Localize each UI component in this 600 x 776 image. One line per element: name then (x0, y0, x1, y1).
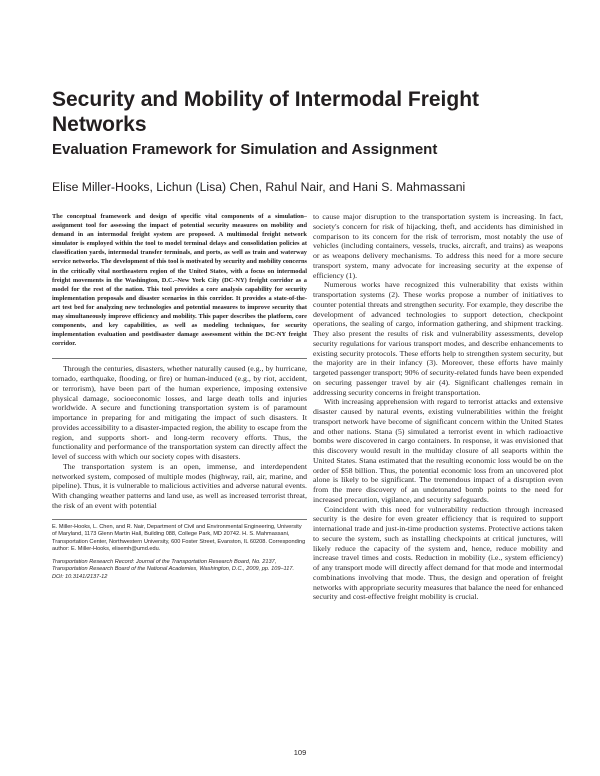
footnote-divider (52, 519, 307, 520)
body-paragraph: With increasing apprehension with regard to terrorist attacks and extensive disaster caused by natural events, existing vulnerabilities within the freight transport network have become of significant concern within the United States and other nations. Stana (5) simulated a terrorist event in which radioactive bombs were discovered in cargo containers. In response, it was envisioned that this discovery would result in the multiday closure of all seaports within the United States. Stana estimated that the resulting economic loss would be on the order of $58 billion. Thus, the potential economic loss from an uncovered plot alone is likely to be significant. The tremendous impact of a disruption even from the mere discovery of an undetonated bomb points to the need for increased precaution, vigilance, and security safeguards. (313, 397, 563, 504)
page-number: 109 (293, 748, 307, 757)
author-list: Elise Miller-Hooks, Lichun (Lisa) Chen, Rahul Nair, and Hani S. Mahmassani (52, 180, 466, 194)
abstract: The conceptual framework and design of specific vital components of a simulation–assignment tool for assessing the impact of potential security measures on mobility and demand in an intermodal freight system are proposed. A multimodal freight network simulator is employed within the tool to model terminal delays and consolidation policies at classification yards, intermodal transfer terminals, and ports, as well as train and waterway service networks. The development of this tool is motivated by security and mobility concerns in the critically vital northeastern region of the United States, with a focus on intermodal freight movements in the Washington, D.C.–New York City (DC-NY) freight corridor as a model for the rest of the nation. This tool provides a core analysis capability for security implementation proposals and disaster scenarios in this corridor. It provides a state-of-the-art test bed for analyzing new technologies and potential measures to improve security that may simultaneously improve efficiency and mobility. This paper describes the platform, core components, and key capabilities, as well as modeling techniques, for security implementation evaluation and postdisaster damage assessment within the DC-NY freight corridor. (52, 213, 307, 348)
body-text-left (52, 364, 307, 510)
body-paragraph: to cause major disruption to the transportation system is increasing. In fact, society's concern for risk of hijacking, theft, and accidents has diminished in comparison to its concern for the risk of terrorism, most notably the use of vehicles (including containers, vessels, trucks, aircraft, and trains) as weapons or as weapons delivery mechanisms. To address this need for a more secure transport system, many advocate for increasing security at the expense of efficiency (1). (313, 212, 563, 280)
right-column (313, 212, 563, 602)
left-column (52, 212, 307, 581)
journal-citation (52, 559, 307, 582)
body-paragraph: The transportation system is an open, immense, and interdependent networked system, composed of multiple modes (highway, rail, air, marine, and pipeline). Thus, it is vulnerable to malicious activities and adverse natural events. With changing weather patterns and land use, as well as increased terrorist threat, the risk of an event with potential (52, 461, 307, 510)
body-paragraph: Coincident with this need for vulnerability reduction through increased security is the desire for even greater efficiency that is required to support international trade and just-in-time production systems. Protective actions taken to secure the system, such as installing checkpoints at critical junctures, will likely reduce the capacity of the system and, hence, reduce mobility and increase travel times and costs. Reduction in mobility (i.e., system efficiency) of any transport mode will directly affect demand for that mode and intermodal combinations involving that mode. Thus, the design and operation of freight networks with appropriate security measures that balance the need for enhanced security and cost-effective freight mobility is crucial. (313, 504, 563, 602)
author-affiliations: E. Miller-Hooks, L. Chen, and R. Nair, Department of Civil and Environmental Engineering, University of Maryland, 1173 Glenn Martin Hall, Building 088, College Park, MD 20742. H. S. Mahmassani, Transportation Center, Northwestern University, 600 Foster Street, Evanston, IL 60208. Corresponding author: E. Miller-Hooks, elisemh@umd.edu. (52, 523, 306, 553)
citation-text: Transportation Research Record: Journal of the Transportation Research Board, No. 2137, Transportation Research Board of the National Academies, Washington, D.C., 2009, pp. 109–117. DOI: 10.3141/2137-12 (52, 558, 295, 580)
body-paragraph: Through the centuries, disasters, whether naturally caused (e.g., by hurricane, tornado, earthquake, flooding, or fire) or human-induced (e.g., by riot, accident, or terrorism), have been part of the human experience, imposing extensive physical damage, socioeconomic losses, and large death tolls and injuries worldwide. A secure and functioning transportation system is of paramount importance in preparing for and mitigating the impact of such disasters. It provides accessibility to a disaster-impacted region, the ability to escape from the region, and supports short- and long-term recovery efforts. Thus, the functionality and performance of the transportation system can directly affect the level of success with which our society copes with disasters. (52, 364, 307, 462)
body-paragraph: Numerous works have recognized this vulnerability that exists within transportation systems (2). These works propose a number of initiatives to counter potential threats and strengthen security. For example, they describe the development of advanced technologies to support detection, checkpoint operations, the sealing of cargo, information gathering, and shipment tracking. They also present the results of risk and vulnerability assessments, develop security regulations for various transport modes, and describe enhancements to existing security protocols. These efforts help to strengthen system security, but the majority are in their infancy (3). Moreover, these efforts have mainly targeted passenger transport; 90% of security-related funds have been expended on securing passenger travel by air (4). Significant challenges remain in addressing security concerns in freight transportation. (313, 280, 563, 397)
paper-subtitle: Evaluation Framework for Simulation and Assignment (52, 141, 438, 158)
abstract-divider (52, 358, 307, 359)
paper-title: Security and Mobility of Intermodal Freight Networks (52, 88, 480, 136)
